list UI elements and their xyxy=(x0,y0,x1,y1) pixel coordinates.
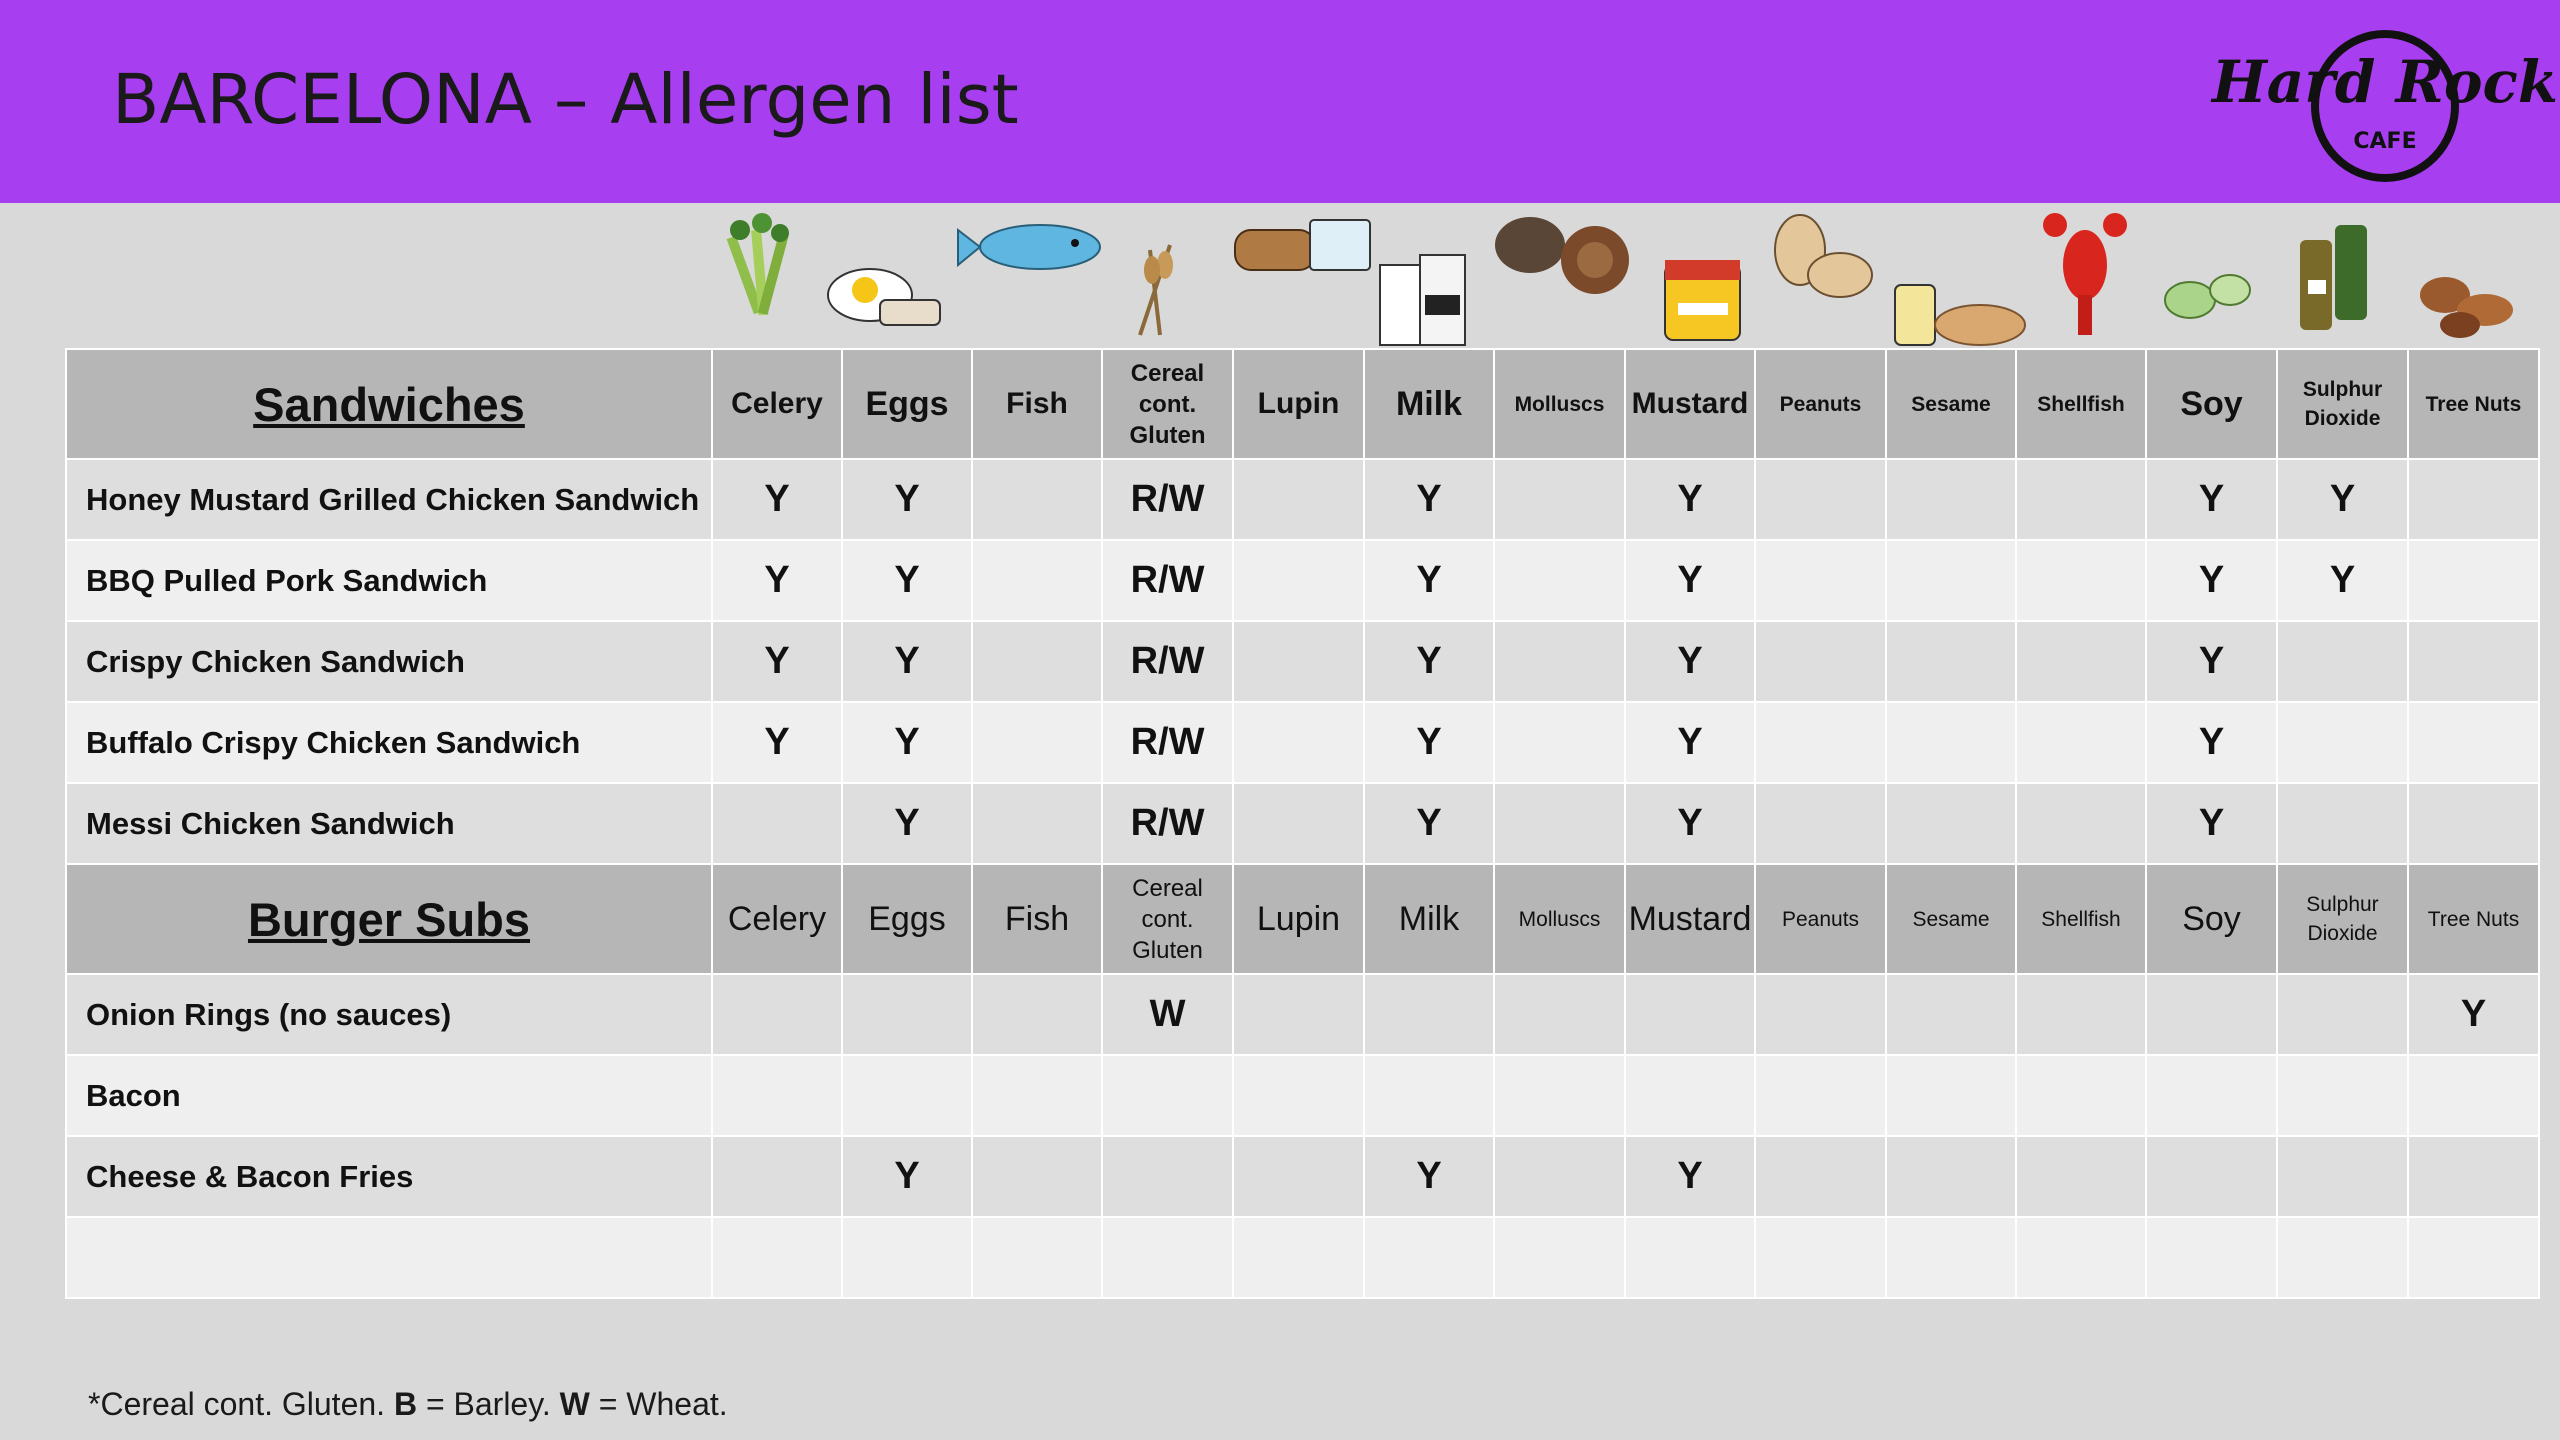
allergen-cell xyxy=(1625,1055,1755,1136)
allergen-cell xyxy=(972,621,1102,702)
allergen-cell xyxy=(1364,1217,1494,1298)
fish-icon xyxy=(958,225,1100,269)
table-row xyxy=(66,459,2539,540)
allergen-cell xyxy=(1755,783,1886,864)
allergen-cell xyxy=(2016,1136,2146,1217)
column-header: Milk xyxy=(1364,864,1494,974)
allergen-cell xyxy=(1102,1217,1233,1298)
column-header: Molluscs xyxy=(1494,349,1625,459)
allergen-cell xyxy=(2408,1136,2539,1217)
allergen-cell: Y xyxy=(1625,1136,1755,1217)
allergen-cell xyxy=(2408,621,2539,702)
allergen-cell: Y xyxy=(712,702,842,783)
allergen-cell xyxy=(1364,974,1494,1055)
column-header: Shellfish xyxy=(2016,864,2146,974)
column-header: Cereal cont. Gluten xyxy=(1102,864,1233,974)
page-title: BARCELONA – Allergen list xyxy=(112,60,1019,140)
allergen-cell xyxy=(1886,783,2016,864)
mollusc-icon xyxy=(1495,217,1629,294)
column-header: Celery xyxy=(712,349,842,459)
allergen-cell: R/W xyxy=(1102,459,1233,540)
allergen-cell: Y xyxy=(1625,621,1755,702)
table-row xyxy=(66,1136,2539,1217)
column-header: Sesame xyxy=(1886,864,2016,974)
column-header: Eggs xyxy=(842,864,972,974)
column-header: Lupin xyxy=(1233,349,1364,459)
column-header: Celery xyxy=(712,864,842,974)
allergen-cell xyxy=(1886,540,2016,621)
table-row xyxy=(66,1055,2539,1136)
header-bar xyxy=(0,0,2560,203)
column-header: Sulphur Dioxide xyxy=(2277,349,2408,459)
allergen-cell: Y xyxy=(712,459,842,540)
allergen-cell: R/W xyxy=(1102,621,1233,702)
section-header-row xyxy=(66,349,2539,459)
footnote xyxy=(88,1386,728,1423)
item-name: Crispy Chicken Sandwich xyxy=(66,621,712,702)
allergen-cell xyxy=(2277,621,2408,702)
allergen-cell xyxy=(2408,459,2539,540)
allergen-cell: Y xyxy=(2277,540,2408,621)
allergen-cell xyxy=(1755,540,1886,621)
footnote-w-key: W xyxy=(559,1386,590,1422)
allergen-cell xyxy=(1755,621,1886,702)
allergen-cell: Y xyxy=(2146,621,2277,702)
allergen-table xyxy=(65,348,2540,1299)
allergen-cell xyxy=(712,1217,842,1298)
column-header: Mustard xyxy=(1625,864,1755,974)
item-name xyxy=(66,1217,712,1298)
allergen-cell xyxy=(1233,621,1364,702)
allergen-cell xyxy=(1494,1136,1625,1217)
allergen-cell: Y xyxy=(842,540,972,621)
table-row xyxy=(66,540,2539,621)
sesame-icon xyxy=(1895,285,2025,345)
allergen-cell xyxy=(1886,459,2016,540)
allergen-cell: Y xyxy=(2277,459,2408,540)
table-row xyxy=(66,702,2539,783)
allergen-cell xyxy=(1233,1055,1364,1136)
item-name: Onion Rings (no sauces) xyxy=(66,974,712,1055)
allergen-cell xyxy=(1755,1055,1886,1136)
allergen-cell xyxy=(2016,459,2146,540)
allergen-cell xyxy=(842,974,972,1055)
allergen-cell xyxy=(1233,783,1364,864)
allergen-cell: Y xyxy=(1364,702,1494,783)
allergen-cell xyxy=(1494,783,1625,864)
allergen-cell: Y xyxy=(1364,621,1494,702)
allergen-cell xyxy=(2277,702,2408,783)
item-name: Honey Mustard Grilled Chicken Sandwich xyxy=(66,459,712,540)
item-name: Bacon xyxy=(66,1055,712,1136)
column-header: Sesame xyxy=(1886,349,2016,459)
allergen-cell: Y xyxy=(1625,540,1755,621)
bread-icon xyxy=(1235,220,1370,270)
allergen-cell xyxy=(1886,1217,2016,1298)
column-header: Peanuts xyxy=(1755,864,1886,974)
allergen-cell: Y xyxy=(842,459,972,540)
allergen-cell xyxy=(1233,459,1364,540)
allergen-cell xyxy=(2016,702,2146,783)
tree-nuts-icon xyxy=(2420,277,2513,338)
allergen-cell xyxy=(2277,1217,2408,1298)
section-header-row xyxy=(66,864,2539,974)
footnote-b-text: = Barley. xyxy=(417,1386,560,1422)
allergen-icons-strip xyxy=(700,205,2550,350)
allergen-cell xyxy=(972,783,1102,864)
allergen-cell xyxy=(972,1136,1102,1217)
column-header: Sulphur Dioxide xyxy=(2277,864,2408,974)
column-header: Molluscs xyxy=(1494,864,1625,974)
celery-icon xyxy=(727,213,789,315)
allergen-cell xyxy=(1102,1136,1233,1217)
allergen-cell xyxy=(1886,974,2016,1055)
column-header: Tree Nuts xyxy=(2408,349,2539,459)
allergen-cell xyxy=(1494,1217,1625,1298)
milk-icon xyxy=(1380,255,1465,345)
allergen-cell xyxy=(972,540,1102,621)
allergen-cell: R/W xyxy=(1102,540,1233,621)
table-row xyxy=(66,1217,2539,1298)
allergen-cell xyxy=(1886,1055,2016,1136)
allergen-cell xyxy=(1755,459,1886,540)
allergen-cell xyxy=(1755,1136,1886,1217)
egg-icon xyxy=(828,269,940,325)
allergen-cell xyxy=(2408,783,2539,864)
allergen-cell: Y xyxy=(842,783,972,864)
allergen-cell xyxy=(972,1055,1102,1136)
allergen-cell xyxy=(1755,1217,1886,1298)
table-row xyxy=(66,783,2539,864)
column-header: Soy xyxy=(2146,864,2277,974)
allergen-cell xyxy=(1886,621,2016,702)
allergen-cell xyxy=(1755,974,1886,1055)
allergen-cell xyxy=(1233,1217,1364,1298)
allergen-cell xyxy=(712,1136,842,1217)
column-header: Shellfish xyxy=(2016,349,2146,459)
allergen-cell xyxy=(2146,1136,2277,1217)
allergen-cell: Y xyxy=(1625,783,1755,864)
allergen-cell xyxy=(712,783,842,864)
allergen-cell: Y xyxy=(842,621,972,702)
allergen-cell xyxy=(2016,540,2146,621)
section-title: Burger Subs xyxy=(66,864,712,974)
allergen-cell xyxy=(2146,1055,2277,1136)
allergen-cell xyxy=(1233,974,1364,1055)
soy-icon xyxy=(2165,275,2250,318)
allergen-cell: Y xyxy=(2146,459,2277,540)
allergen-cell xyxy=(2408,1217,2539,1298)
allergen-cell: Y xyxy=(1625,702,1755,783)
allergen-cell xyxy=(712,974,842,1055)
footnote-prefix: *Cereal cont. Gluten. xyxy=(88,1386,394,1422)
footnote-b-key: B xyxy=(393,1386,418,1422)
allergen-cell xyxy=(1102,1055,1233,1136)
allergen-cell: Y xyxy=(842,702,972,783)
allergen-cell xyxy=(1364,1055,1494,1136)
allergen-cell: Y xyxy=(712,540,842,621)
column-header: Eggs xyxy=(842,349,972,459)
allergen-cell xyxy=(2408,540,2539,621)
allergen-cell xyxy=(2277,1055,2408,1136)
allergen-cell xyxy=(2016,1217,2146,1298)
allergen-cell xyxy=(1233,540,1364,621)
sulphur-dioxide-icon xyxy=(2300,225,2367,330)
column-header: Tree Nuts xyxy=(2408,864,2539,974)
allergen-cell: Y xyxy=(1364,783,1494,864)
footnote-w-text: = Wheat. xyxy=(589,1386,728,1422)
allergen-cell xyxy=(2146,1217,2277,1298)
allergen-cell xyxy=(1494,1055,1625,1136)
allergen-cell: R/W xyxy=(1102,783,1233,864)
allergen-cell: Y xyxy=(712,621,842,702)
allergen-cell xyxy=(2277,783,2408,864)
allergen-cell xyxy=(1625,1217,1755,1298)
allergen-cell xyxy=(1886,1136,2016,1217)
item-name: BBQ Pulled Pork Sandwich xyxy=(66,540,712,621)
allergen-cell: Y xyxy=(842,1136,972,1217)
allergen-cell: R/W xyxy=(1102,702,1233,783)
allergen-cell: Y xyxy=(2146,702,2277,783)
allergen-cell xyxy=(2408,1055,2539,1136)
allergen-cell xyxy=(972,702,1102,783)
cereal-icon xyxy=(1140,245,1173,335)
allergen-cell xyxy=(2408,702,2539,783)
mustard-icon xyxy=(1665,260,1740,340)
allergen-cell xyxy=(2016,621,2146,702)
shellfish-icon xyxy=(2043,213,2127,335)
item-name: Buffalo Crispy Chicken Sandwich xyxy=(66,702,712,783)
allergen-cell xyxy=(1625,974,1755,1055)
table-row xyxy=(66,621,2539,702)
column-header: Lupin xyxy=(1233,864,1364,974)
column-header: Fish xyxy=(972,349,1102,459)
logo-text-main: Hard Rock xyxy=(2211,48,2559,116)
section-title: Sandwiches xyxy=(66,349,712,459)
allergen-cell: Y xyxy=(1364,540,1494,621)
allergen-cell: Y xyxy=(2146,540,2277,621)
allergen-cell: Y xyxy=(1364,1136,1494,1217)
allergen-cell xyxy=(972,1217,1102,1298)
allergen-cell xyxy=(1233,702,1364,783)
hard-rock-cafe-logo xyxy=(2211,24,2559,188)
allergen-cell xyxy=(1494,459,1625,540)
column-header: Mustard xyxy=(1625,349,1755,459)
allergen-cell: Y xyxy=(1364,459,1494,540)
logo-text-cafe: CAFE xyxy=(2353,129,2417,154)
column-header: Milk xyxy=(1364,349,1494,459)
column-header: Cereal cont. Gluten xyxy=(1102,349,1233,459)
allergen-cell xyxy=(1494,702,1625,783)
allergen-cell xyxy=(2016,783,2146,864)
column-header: Peanuts xyxy=(1755,349,1886,459)
allergen-cell xyxy=(842,1217,972,1298)
allergen-cell xyxy=(2146,974,2277,1055)
allergen-cell: Y xyxy=(2146,783,2277,864)
column-header: Fish xyxy=(972,864,1102,974)
allergen-cell xyxy=(2016,1055,2146,1136)
allergen-cell: Y xyxy=(1625,459,1755,540)
column-header: Soy xyxy=(2146,349,2277,459)
allergen-cell xyxy=(972,459,1102,540)
allergen-cell xyxy=(1755,702,1886,783)
allergen-cell xyxy=(712,1055,842,1136)
allergen-cell: Y xyxy=(2408,974,2539,1055)
table-row xyxy=(66,974,2539,1055)
item-name: Messi Chicken Sandwich xyxy=(66,783,712,864)
allergen-cell xyxy=(842,1055,972,1136)
allergen-cell xyxy=(2016,974,2146,1055)
allergen-cell xyxy=(2277,974,2408,1055)
allergen-cell xyxy=(1494,621,1625,702)
allergen-cell xyxy=(1494,540,1625,621)
allergen-cell xyxy=(2277,1136,2408,1217)
allergen-cell xyxy=(1494,974,1625,1055)
allergen-cell: W xyxy=(1102,974,1233,1055)
peanut-icon xyxy=(1775,215,1872,297)
allergen-cell xyxy=(972,974,1102,1055)
allergen-cell xyxy=(1233,1136,1364,1217)
allergen-cell xyxy=(1886,702,2016,783)
item-name: Cheese & Bacon Fries xyxy=(66,1136,712,1217)
